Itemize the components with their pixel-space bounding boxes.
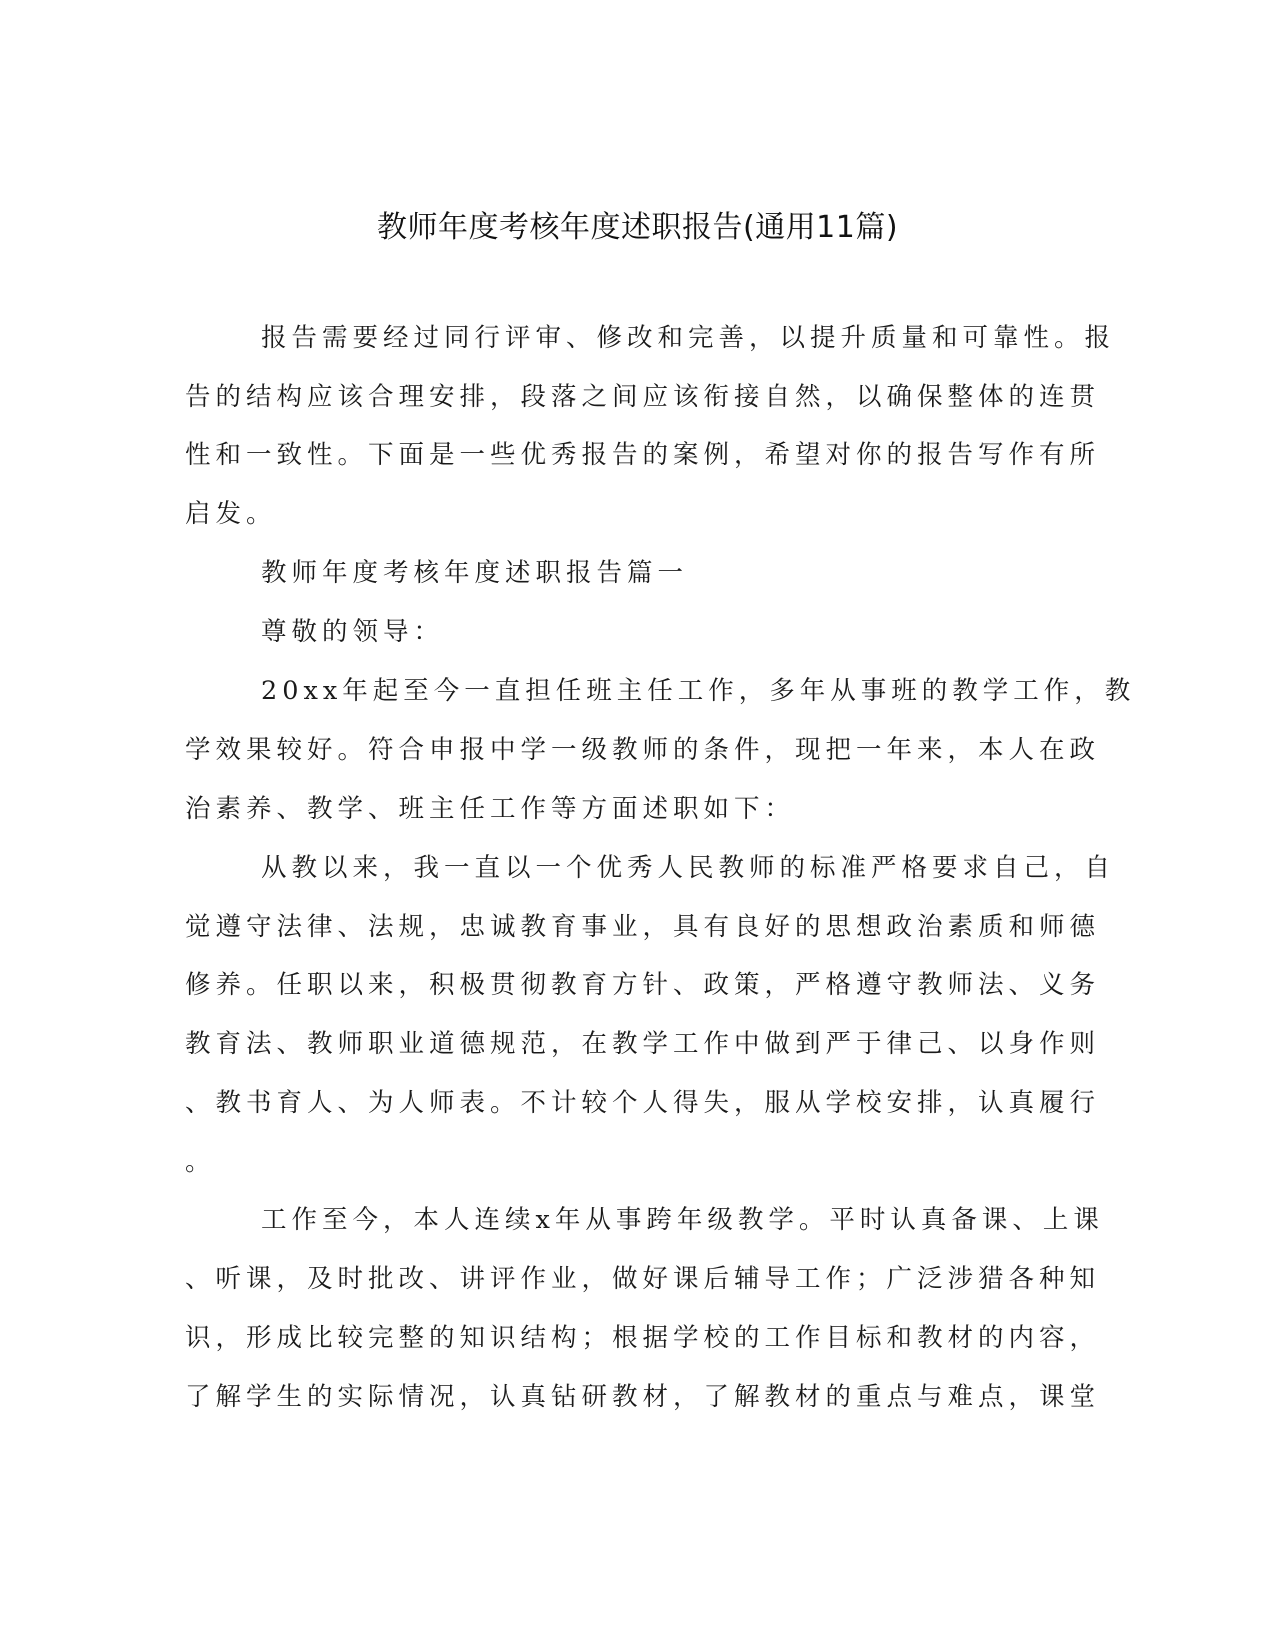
salutation: 尊敬的领导： (261, 617, 445, 647)
paragraph-line: 工作至今，本人连续x年从事跨年级教学。平时认真备课、上课 (261, 1205, 1104, 1235)
paragraph-line: 、听课，及时批改、讲评作业，做好课后辅导工作；广泛涉猎各种知 (185, 1264, 1101, 1294)
paragraph-line: 从教以来，我一直以一个优秀人民教师的标准严格要求自己，自 (261, 853, 1116, 883)
paragraph-line: 启发。 (185, 499, 277, 529)
paragraph-line: 教育法、教师职业道德规范，在教学工作中做到严于律己、以身作则 (185, 1029, 1101, 1059)
document-title: 教师年度考核年度述职报告(通用11篇) (376, 210, 899, 245)
paragraph-line: 了解学生的实际情况，认真钻研教材，了解教材的重点与难点，课堂 (185, 1382, 1101, 1412)
paragraph-line: 觉遵守法律、法规，忠诚教育事业，具有良好的思想政治素质和师德 (185, 912, 1101, 942)
section-heading: 教师年度考核年度述职报告篇一 (261, 558, 689, 588)
paragraph-line: 学效果较好。符合申报中学一级教师的条件，现把一年来，本人在政 (185, 735, 1101, 765)
paragraph-line: 修养。任职以来，积极贯彻教育方针、政策，严格遵守教师法、义务 (185, 970, 1101, 1000)
paragraph-line: 报告需要经过同行评审、修改和完善，以提升质量和可靠性。报 (261, 323, 1116, 353)
paragraph-line: 识，形成比较完整的知识结构；根据学校的工作目标和教材的内容， (185, 1323, 1101, 1353)
paragraph-line: 。 (185, 1147, 216, 1177)
paragraph-line: 20xx年起至今一直担任班主任工作，多年从事班的教学工作，教 (261, 676, 1136, 706)
paragraph-line: 、教书育人、为人师表。不计较个人得失，服从学校安排，认真履行 (185, 1088, 1101, 1118)
paragraph-line: 性和一致性。下面是一些优秀报告的案例，希望对你的报告写作有所 (185, 440, 1101, 470)
paragraph-line: 告的结构应该合理安排，段落之间应该衔接自然，以确保整体的连贯 (185, 382, 1101, 412)
paragraph-line: 治素养、教学、班主任工作等方面述职如下： (185, 794, 796, 824)
